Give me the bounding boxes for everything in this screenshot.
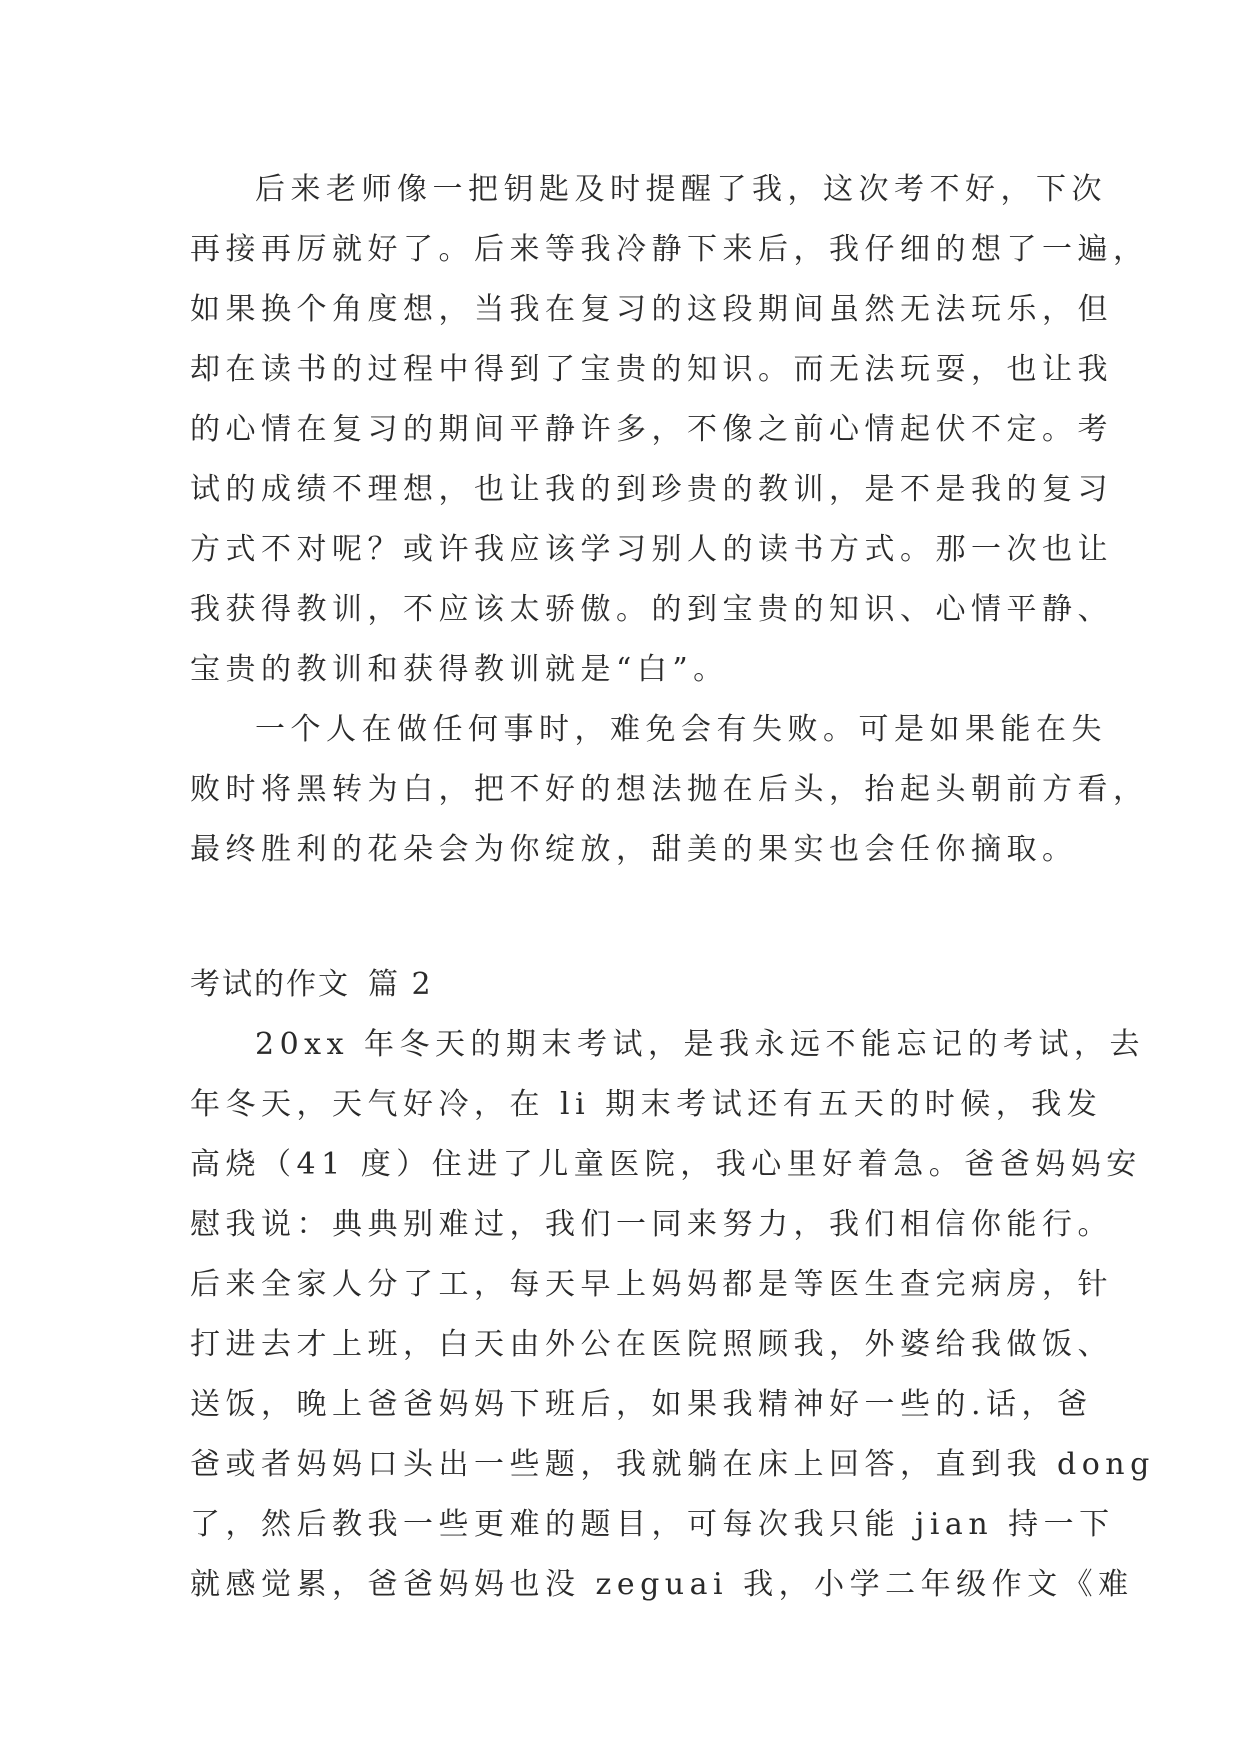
text-line: 却在读书的过程中得到了宝贵的知识。而无法玩耍，也让我 [190,352,1113,387]
text-line: 高烧（41 度）住进了儿童医院，我心里好着急。爸爸妈妈安 [190,1147,1142,1182]
text-line: 宝贵的教训和获得教训就是“白”。 [190,652,729,687]
text-line: 的心情在复习的期间平静许多，不像之前心情起伏不定。考 [190,412,1113,447]
text-line: 我获得教训，不应该太骄傲。的到宝贵的知识、心情平静、 [190,592,1113,627]
text-line: 后来全家人分了工，每天早上妈妈都是等医生查完病房，针 [190,1267,1113,1302]
section-title: 考试的作文 [190,967,350,1002]
section-part-label: 篇 2 [368,967,433,1002]
paragraph [190,1015,1155,1615]
text-line: 再接再厉就好了。后来等我冷静下来后，我仔细的想了一遍， [190,232,1149,267]
text-line: 爸或者妈妈口头出一些题，我就躺在床上回答，直到我 dong [190,1447,1155,1482]
text-line: 后来老师像一把钥匙及时提醒了我，这次考不好，下次 [255,172,1107,207]
text-line: 了，然后教我一些更难的题目，可每次我只能 jian 持一下 [190,1507,1115,1542]
text-line: 打进去才上班，白天由外公在医院照顾我，外婆给我做饭、 [190,1327,1113,1362]
paragraph [190,160,1149,700]
document-page [190,160,1155,1615]
text-line: 20xx 年冬天的期末考试，是我永远不能忘记的考试，去 [255,1027,1146,1062]
text-line: 方式不对呢？或许我应该学习别人的读书方式。那一次也让 [190,532,1113,567]
text-line: 试的成绩不理想，也让我的到珍贵的教训，是不是我的复习 [190,472,1113,507]
text-line: 年冬天，天气好冷，在 li 期末考试还有五天的时候，我发 [190,1087,1103,1122]
text-line: 败时将黑转为白，把不好的想法抛在后头，抬起头朝前方看， [190,772,1149,807]
text-line: 慰我说：典典别难过，我们一同来努力，我们相信你能行。 [190,1207,1113,1242]
section-heading [190,955,1070,1015]
text-line: 一个人在做任何事时，难免会有失败。可是如果能在失 [255,712,1107,747]
paragraph [190,700,1149,880]
text-line: 送饭，晚上爸爸妈妈下班后，如果我精神好一些的.话，爸 [190,1387,1093,1422]
text-line: 如果换个角度想，当我在复习的这段期间虽然无法玩乐，但 [190,292,1113,327]
text-line: 最终胜利的花朵会为你绽放，甜美的果实也会任你摘取。 [190,832,1078,867]
text-line: 就感觉累，爸爸妈妈也没 zeguai 我，小学二年级作文《难 [190,1567,1134,1602]
